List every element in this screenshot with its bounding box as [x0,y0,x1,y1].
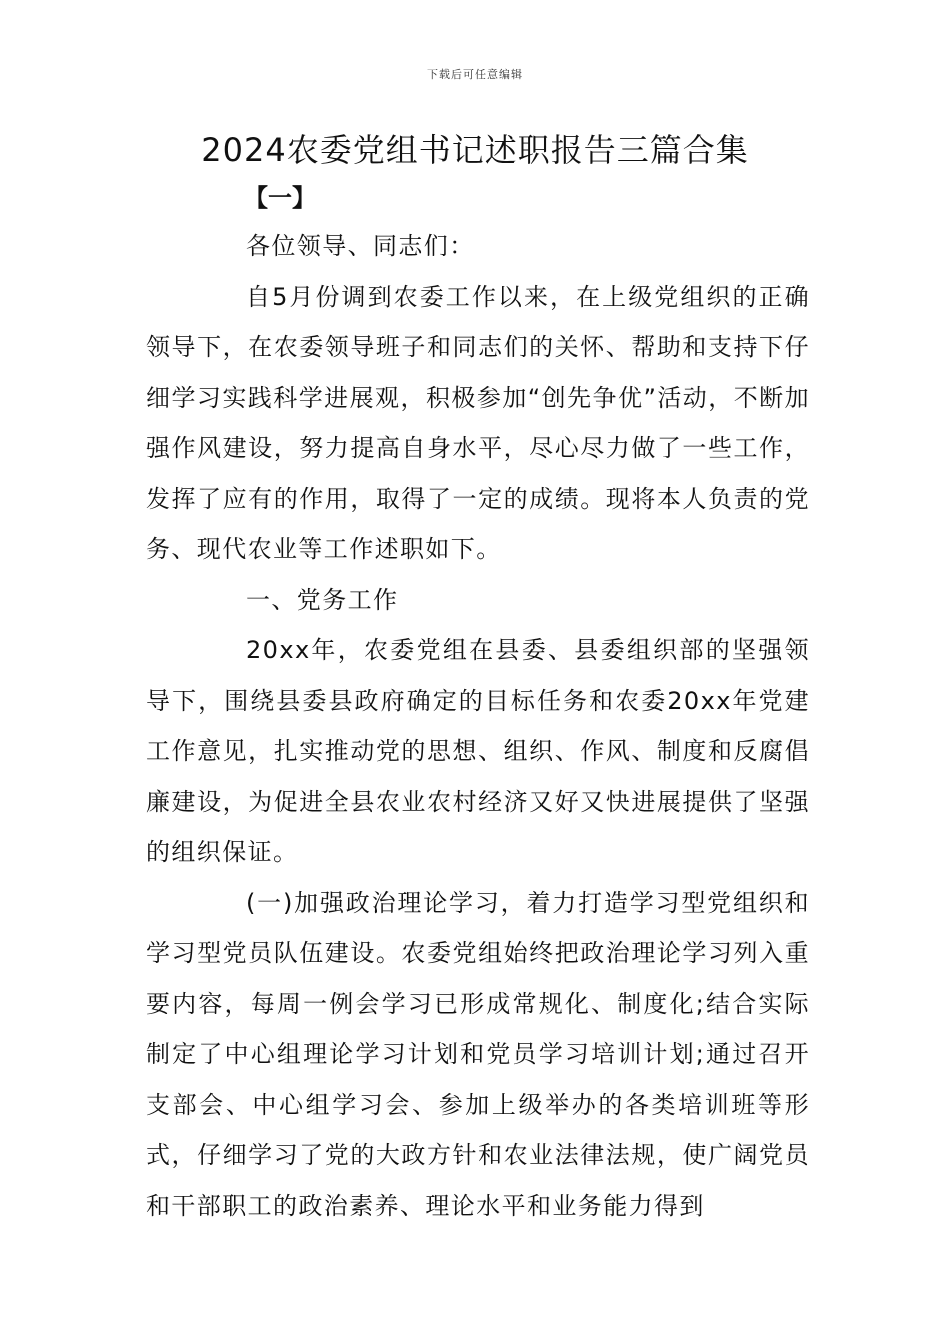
section-heading-party-affairs: 一、党务工作 [246,585,399,614]
paragraph-theory-study: (一)加强政治理论学习，着力打造学习型党组织和学习型党员队伍建设。农委党组始终把政治理论学习列入重要内容，每周一例会学习已形成常规化、制度化;结合实际制定了中心组理论学习计划和党员学习培训计划;通过召开支部会、中心组学习会、参加上级举办的各类培训班等形式，仔细学习了党的大政方针和农业法律法规，使广阔党员和干部职工的政治素养、理论水平和业务能力得到 [146,888,810,1220]
greeting: 各位领导、同志们： [246,232,475,260]
paragraph-party-work: 20xx年，农委党组在县委、县委组织部的坚强领导下，围绕县委县政府确定的目标任务和农委20xx年党建工作意见，扎实推动党的思想、组织、作风、制度和反腐倡廉建设，为促进全县农业农村经济又好又快进展提供了坚强的组织保证。 [146,636,810,866]
document-title: 2024农委党组书记述职报告三篇合集 [201,131,749,169]
document-body [146,221,810,1231]
section-mark: 【一】 [244,184,316,212]
header-note: 下载后可任意编辑 [427,68,523,81]
paragraph-intro: 自5月份调到农委工作以来，在上级党组织的正确领导下，在农委领导班子和同志们的关怀、帮助和支持下仔细学习实践科学进展观，积极参加“创先争优”活动，不断加强作风建设，努力提高自身水平，尽心尽力做了一些工作，发挥了应有的作用，取得了一定的成绩。现将本人负责的党务、现代农业等工作述职如下。 [146,282,810,563]
